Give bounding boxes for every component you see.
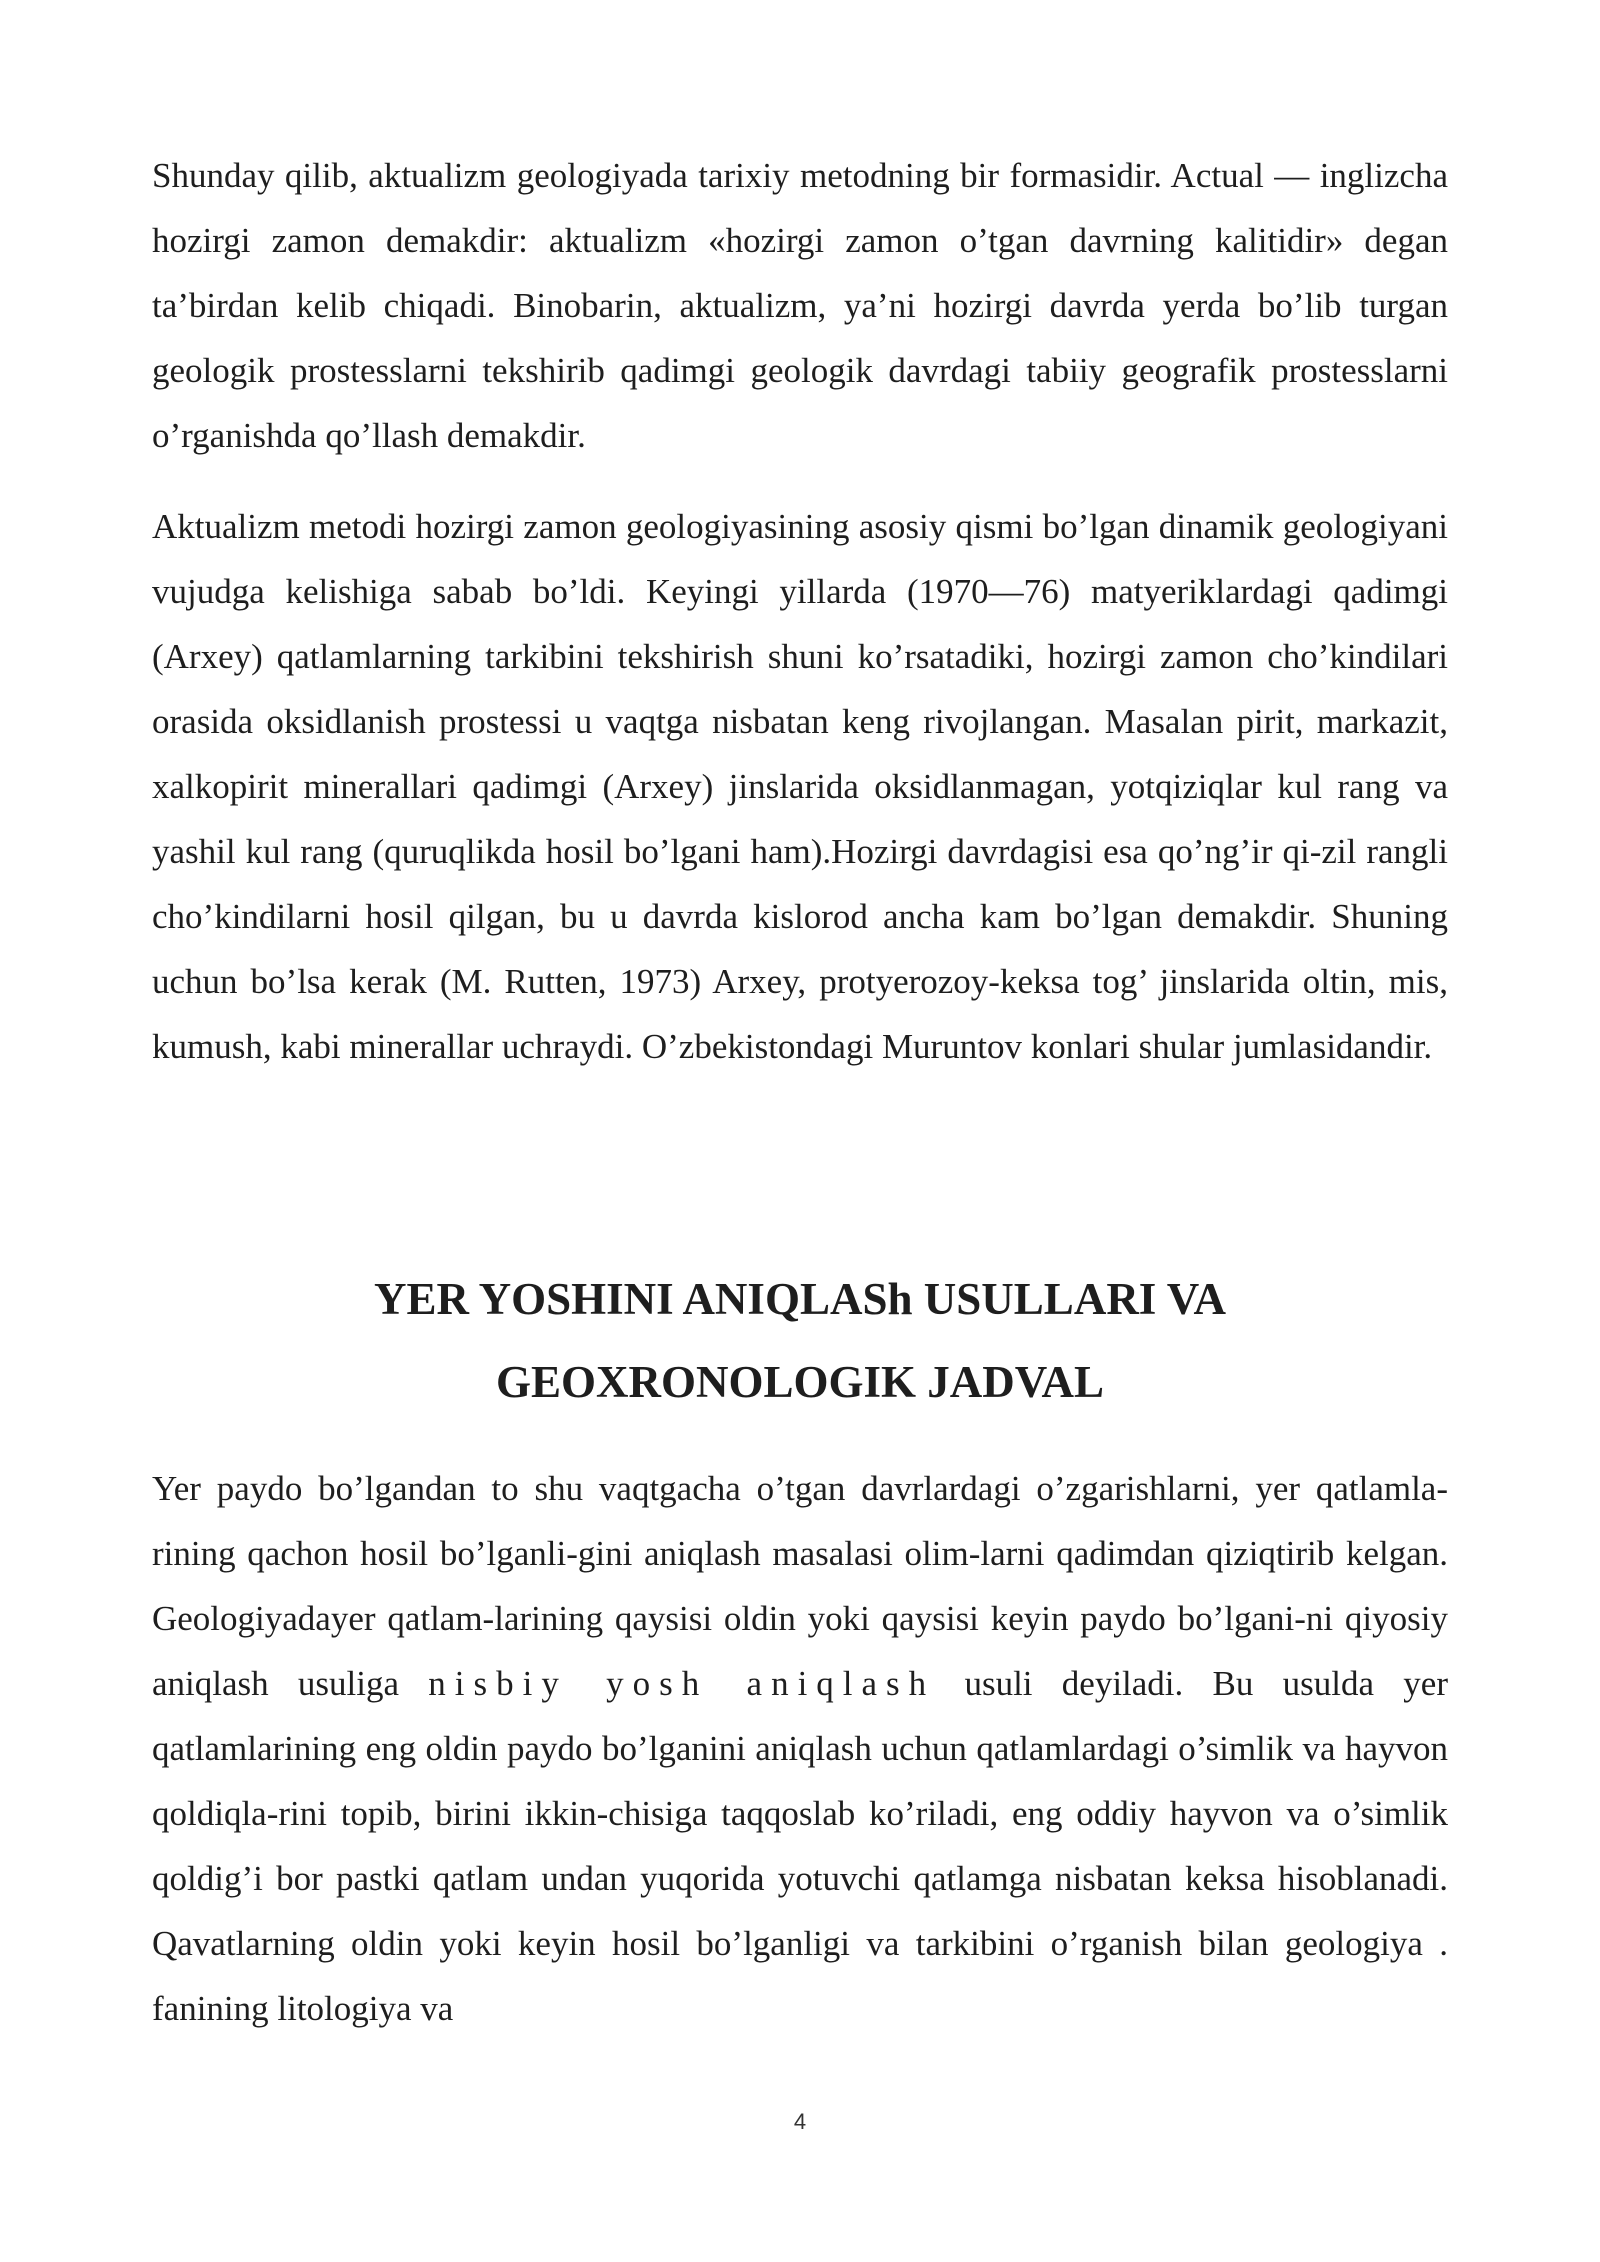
section-heading-line-2: GEOXRONOLOGIK JADVAL — [495, 1357, 1104, 1407]
paragraph-text-start: Yer paydo bo’lgandan to shu vaqtgacha o’tgan davrlardagi o’zgarishlarni, yer qatlamla-rining qachon hosil bo’lganli-gini aniqlash masalasi olim-larni qadimdan qiziqtirib kelgan. Geologiyadayer qatlam-larining qaysisi oldin yoki qaysisi keyin paydo bo’lgani-ni qiyosiy aniqlash usuliga — [152, 1469, 1448, 1703]
section-heading-line-1: YER YOSHINI ANIQLASh USULLARI VA — [374, 1274, 1226, 1324]
section-heading — [152, 1258, 1448, 1424]
paragraph-aktualizm-definition: Shunday qilib, aktualizm geologiyada tarixiy metodning bir formasidir. Actual — inglizcha hozirgi zamon demakdir: aktualizm «hozirgi zamon o’tgan davrning kalitidir» degan ta’birdan kelib chiqadi. Binobarin, aktualizm, ya’ni hozirgi davrda yerda bo’lib turgan geologik prostesslarni tekshirib qadimgi geologik davrdagi tabiiy geografik prostesslarni o’rganishda qo’llash demakdir. — [152, 156, 1448, 455]
paragraph-yer-yoshi — [152, 1456, 1448, 2041]
paragraph-text-end: usuli deyiladi. Bu usulda yer qatlamlarining eng oldin paydo bo’lganini aniqlash uchun qatlamlardagi o’simlik va hayvon qoldiqla-rini topib, birini ikkin-chisiga taqqoslab ko’riladi, eng oddiy hayvon va o’simlik qoldig’i bor pastki qatlam undan yuqorida yotuvchi qatlamga nisbatan keksa hisoblanadi. Qavatlarning oldin yoki keyin hosil bo’lganligi va tarkibini o’rganish bilan geologiya . fanining litologiya va — [152, 1664, 1449, 2028]
emphasized-term: nisbiy yosh aniqlash — [428, 1664, 936, 1703]
page-number: 4 — [793, 2109, 807, 2134]
paragraph-aktualizm-metodi: Aktualizm metodi hozirgi zamon geologiyasining asosiy qismi bo’lgan dinamik geologiyani vujudga kelishiga sabab bo’ldi. Keyingi yillarda (1970—76) matyeriklardagi qadimgi (Arxey) qatlamlarning tarkibini tekshirish shuni ko’rsatadiki, hozirgi zamon cho’kindilari orasida oksidlanish prostessi u vaqtga nisbatan keng rivojlangan. Masalan pirit, markazit, xalkopirit minerallari qadimgi (Arxey) jinslarida oksidlanmagan, yotqiziqlar kul rang va yashil kul rang (quruqlikda hosil bo’lgani ham).Hozirgi davrdagisi esa qo’ng’ir qi-zil rangli cho’kindilarni hosil qilgan, bu u davrda kislorod ancha kam bo’lgan demakdir. Shuning uchun bo’lsa kerak (M. Rutten, 1973) Arxey, protyerozoy-keksa tog’ jinslarida oltin, mis, kumush, kabi minerallar uchraydi. O’zbekistondagi Muruntov konlari shular jumlasidandir. — [152, 507, 1448, 1066]
